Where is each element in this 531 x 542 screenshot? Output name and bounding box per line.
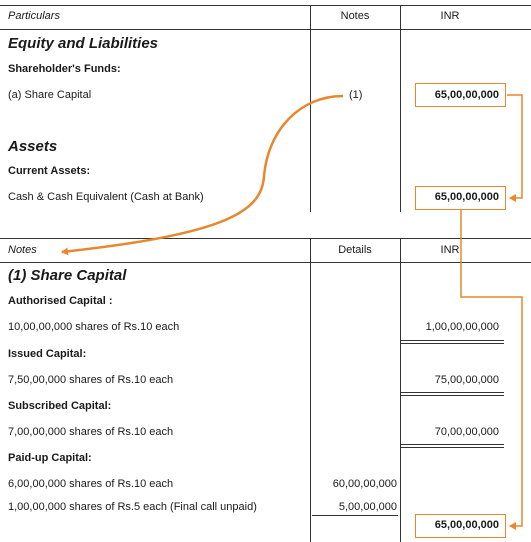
header-details: Details xyxy=(338,244,372,256)
share-capital-note-ref: (1) xyxy=(349,89,363,101)
shareholders-funds-heading: Shareholder's Funds: xyxy=(8,63,121,75)
current-assets-heading: Current Assets: xyxy=(8,165,91,177)
double-underline xyxy=(400,447,504,448)
rule xyxy=(400,238,401,542)
total-to-capital-arrow xyxy=(461,210,522,526)
double-underline xyxy=(400,392,504,393)
authorised-heading: Authorised Capital : xyxy=(8,295,113,307)
paidup-line-2-detail: 5,00,00,000 xyxy=(338,501,397,513)
rule xyxy=(310,5,311,212)
share-to-cash-arrow xyxy=(507,95,522,198)
share-capital-label: (a) Share Capital xyxy=(8,89,92,101)
share-capital-amount: 65,00,00,000 xyxy=(434,89,499,101)
paidup-heading: Paid-up Capital: xyxy=(8,452,92,464)
header-notes-col: Notes xyxy=(8,244,37,256)
header-inr-notes: INR xyxy=(440,244,460,256)
rule xyxy=(400,5,401,212)
issued-line: 7,50,00,000 shares of Rs.10 each xyxy=(8,374,174,386)
subscribed-heading: Subscribed Capital: xyxy=(8,400,112,412)
double-underline xyxy=(400,343,504,344)
header-notes: Notes xyxy=(340,10,370,22)
authorised-amount: 1,00,00,00,000 xyxy=(425,321,499,333)
equity-heading: Equity and Liabilities xyxy=(8,35,159,52)
note-reference-arrow xyxy=(62,96,343,252)
details-underline xyxy=(312,515,398,516)
double-underline xyxy=(400,340,504,341)
cash-amount: 65,00,00,000 xyxy=(434,191,499,203)
issued-amount: 75,00,00,000 xyxy=(434,374,499,386)
issued-heading: Issued Capital: xyxy=(8,348,87,360)
header-inr: INR xyxy=(440,10,460,22)
assets-heading: Assets xyxy=(8,138,58,155)
paidup-line-1-detail: 60,00,00,000 xyxy=(332,478,397,490)
rule xyxy=(310,238,311,542)
double-underline xyxy=(400,444,504,445)
paidup-line-2: 1,00,00,000 shares of Rs.5 each (Final call unpaid) xyxy=(8,501,257,513)
double-underline xyxy=(400,395,504,396)
cash-label: Cash & Cash Equivalent (Cash at Bank) xyxy=(8,191,204,203)
authorised-line: 10,00,00,000 shares of Rs.10 each xyxy=(8,321,180,333)
rule xyxy=(0,5,531,6)
header-particulars: Particulars xyxy=(8,10,60,22)
paidup-total: 65,00,00,000 xyxy=(434,519,499,531)
paidup-line-1: 6,00,00,000 shares of Rs.10 each xyxy=(8,478,174,490)
share-capital-note-title: (1) Share Capital xyxy=(8,267,127,284)
subscribed-amount: 70,00,00,000 xyxy=(434,426,499,438)
subscribed-line: 7,00,00,000 shares of Rs.10 each xyxy=(8,426,174,438)
rule xyxy=(0,238,531,239)
rule xyxy=(0,262,531,263)
rule xyxy=(0,29,531,30)
